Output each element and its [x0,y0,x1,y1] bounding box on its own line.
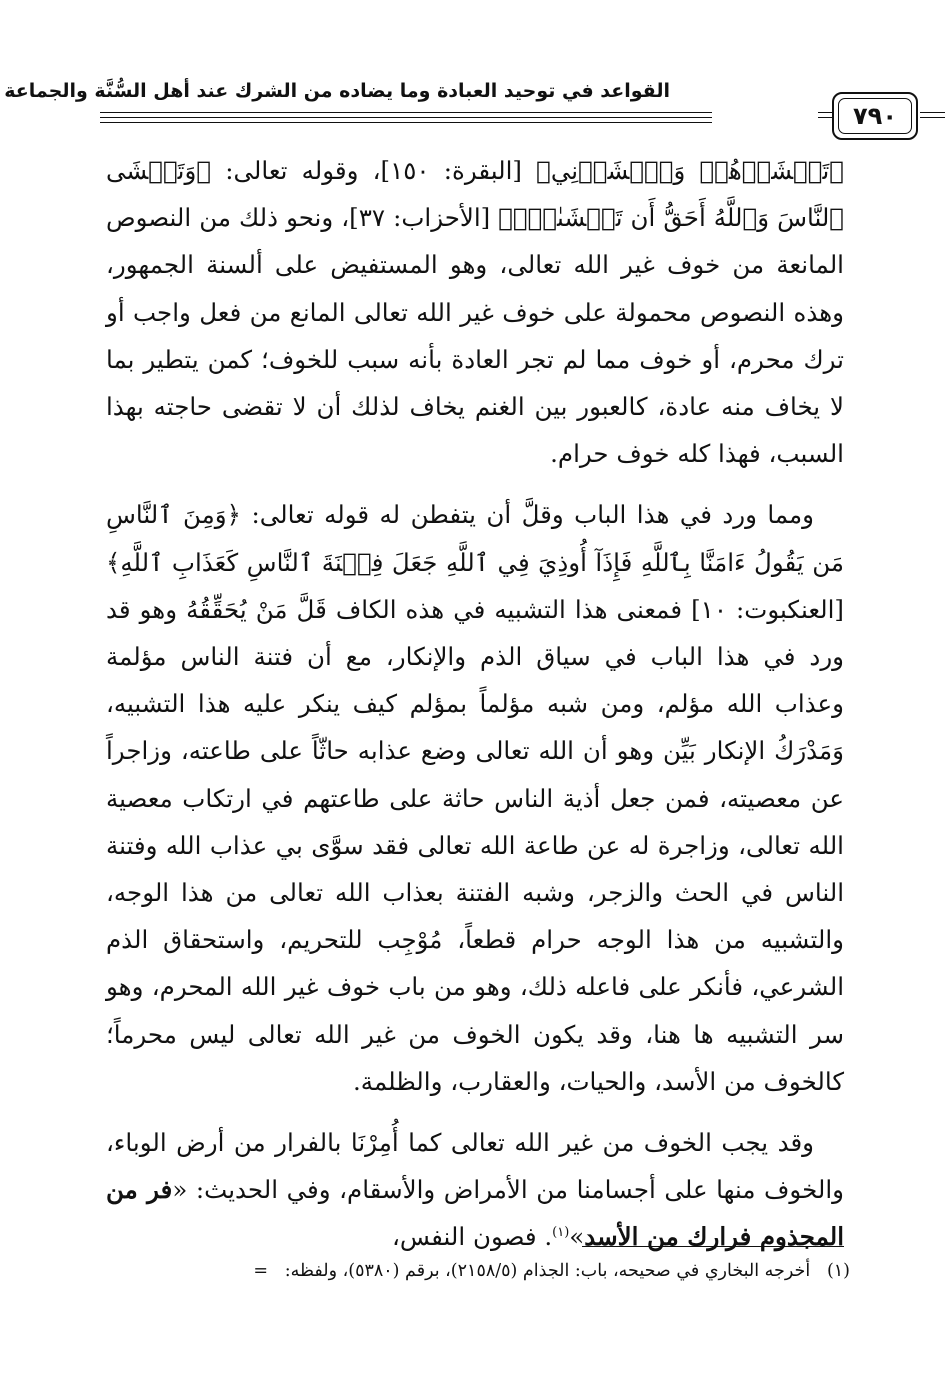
citation-text: [البقرة: ١٥٠]، وقوله تعالى: [211,156,537,185]
footnote-text: أخرجه البخاري في صحيحه، باب: الجذام (٢١٥٨/٥)، برقم (٥٣٨٠)، ولفظه: [284,1261,811,1281]
header-rule [100,122,712,123]
main-text [106,147,844,1261]
paragraph-3 [106,1119,844,1261]
paragraph-1 [106,147,844,477]
quote-mark: » [569,1222,585,1252]
quran-verse: ﴿تَخۡشَوۡهُمۡ وَٱخۡشَوۡنِي﴾ [536,156,844,185]
footnote-reference[interactable]: (١) [552,1225,570,1241]
header-rule [100,117,712,118]
page-number: ٧٩٠ [838,98,912,134]
footnote-continuation-mark: = [253,1261,269,1281]
paragraph-text: [الأحزاب: ٣٧]، ونحو ذلك من النصوص المانعة من خوف غير الله تعالى، وهو المستفيض على ألسنة الجمهور، وهذه النصوص محمولة على خوف غير الله تعالى المانع من فعل واجب أو ترك محرم، أو خوف مما لم تجر العادة بأنه سبب للخوف؛ كمن يتطير بما لا يخاف منه عادة، كالعبور بين الغنم يخاف لذلك أن لا تقضى حاجته بهذا السبب، فهذا كله خوف حرام. [106,203,844,469]
page-header [4,78,897,140]
footnote-number: (١) [826,1261,850,1281]
quran-verse: ﴿وَمِنَ ٱلنَّاسِ مَن يَقُولُ ءَامَنَّا بِٱللَّهِ فَإِذَآ أُوذِيَ فِي ٱللَّهِ جَعَلَ فِتۡنَةَ ٱلنَّاسِ كَعَذَابِ ٱللَّهِ﴾ [106,500,844,577]
header-rule [920,117,945,118]
paragraph-text: ومما ورد في هذا الباب وقلَّ أن يتفطن له قوله تعالى: [241,500,814,530]
footnote-separator [582,1246,844,1247]
hadith-quote: فر من المجذوم فرارك من الأسد [106,1175,844,1252]
quran-verse: ﴿وَتَخۡشَى ٱلنَّاسَ وَٱللَّهُ أَحَقُّ أَن تَخۡشَىٰهُۖ﴾ [106,156,845,233]
paragraph-text: . فصون النفس، [391,1222,553,1252]
paragraph-text: وقد يجب الخوف من غير الله تعالى كما أُمِرْنَا بالفرار من أرض الوباء، والخوف منها على أجسامنا من الأمراض والأسقام، وفي الحديث: « [106,1128,844,1205]
page-number-frame [832,92,918,140]
running-title: القواعد في توحيد العبادة وما يضاده من الشرك عند أهل السُّنَّة والجماعة [4,80,670,102]
header-rule [100,112,712,113]
paragraph-2 [106,491,844,1105]
footnote [80,1257,850,1285]
paragraph-text: [العنكبوت: ١٠] فمعنى هذا التشبيه في هذه الكاف قَلَّ مَنْ يُحَقِّقُهُ وهو قد ورد في هذا الباب في سياق الذم والإنكار، مع أن فتنة الناس مؤلمة وعذاب الله مؤلم، ومن شبه مؤلماً بمؤلم كيف ينكر عليه هذا التشبيه، وَمَدْرَكُ الإنكار بَيِّن وهو أن الله تعالى وضع عذابه حاثّاً على طاعته، وزاجراً عن معصيته، فمن جعل أذية الناس حاثة على طاعتهم في ارتكاب معصية الله تعالى، وزاجرة له عن طاعة الله تعالى فقد سوَّى بي عذاب الله وفتنة الناس في الحث والزجر، وشبه الفتنة بعذاب الله تعالى من هذا الوجه، والتشبيه من هذا الوجه حرام قطعاً، مُوْجِب للتحريم، واستحقاق الذم الشرعي، فأنكر على فاعله ذلك، وهو من باب خوف غير الله المحرم، وهو سر التشبيه ها هنا، وقد يكون الخوف من غير الله تعالى ليس محرماً؛ كالخوف من الأسد، والحيات، والعقارب، والظلمة. [106,594,844,1096]
header-rule [920,112,945,113]
